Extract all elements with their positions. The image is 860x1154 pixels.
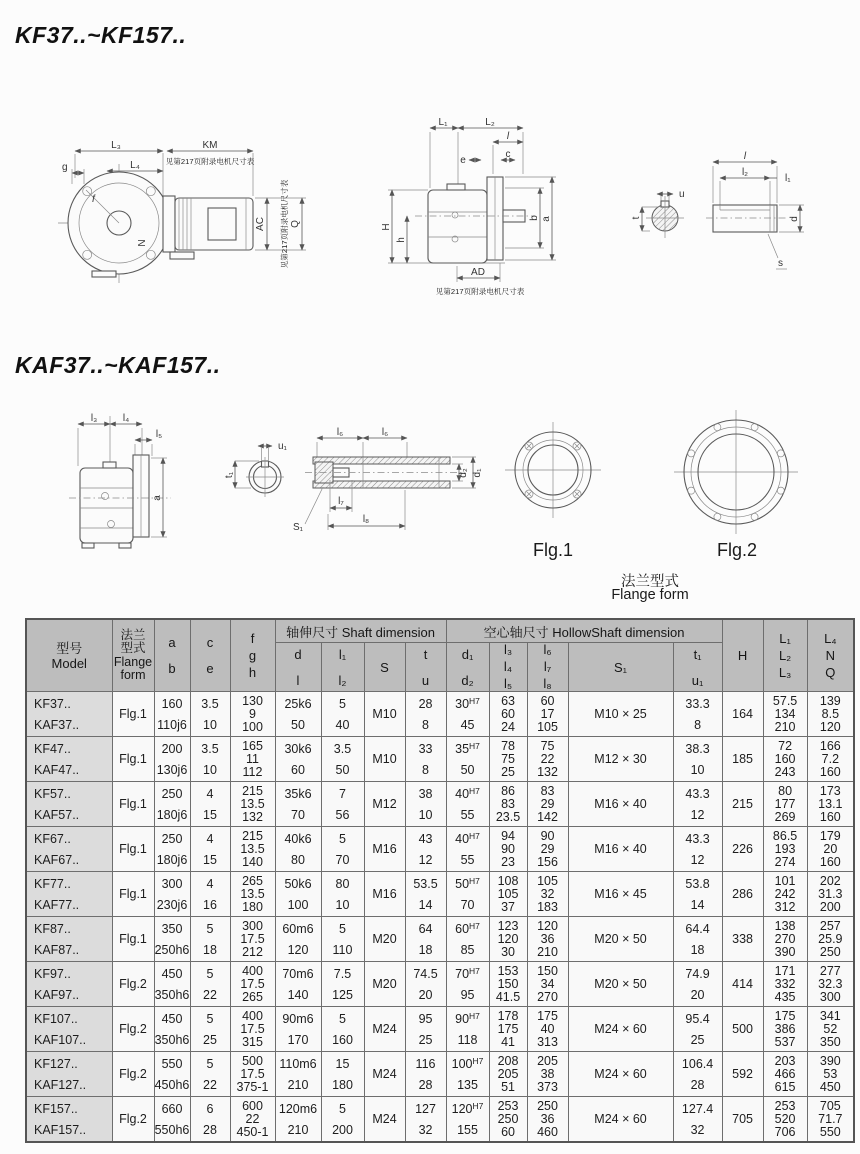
cell-ab: 300 230j6 (154, 872, 190, 917)
cell-dl: 110m6 210 (275, 1052, 321, 1097)
cell-l12: 5 110 (321, 917, 364, 962)
cell-ab: 550 450h6 (154, 1052, 190, 1097)
dim-label-l7: l₇ (338, 496, 344, 507)
cell-model: KF47.. KAF47.. (26, 737, 112, 782)
fig2-label: Flg.2 (716, 540, 758, 560)
dim-label-l4: l₄ (122, 413, 130, 424)
dim-label-AD: AD (471, 267, 485, 278)
col-header-d12: d₁ d₂ (446, 643, 489, 692)
dim-label-H: H (381, 223, 392, 231)
cell-S1: M10 × 25 (568, 692, 673, 737)
cell-l678: 250 36 460 (527, 1097, 568, 1143)
cell-dl: 60m6 120 (275, 917, 321, 962)
cell-l345: 108 105 37 (489, 872, 527, 917)
cell-t1u1: 127.4 32 (673, 1097, 722, 1143)
table-row (26, 1007, 854, 1052)
cell-ce: 5 22 (190, 1052, 230, 1097)
cell-dl: 30k6 60 (275, 737, 321, 782)
cell-S1: M16 × 40 (568, 782, 673, 827)
cell-S1: M16 × 40 (568, 827, 673, 872)
cell-t1u1: 53.8 14 (673, 872, 722, 917)
cell-ab: 200 130j6 (154, 737, 190, 782)
dim-label-L2: L₂ (485, 117, 495, 128)
cell-ce: 5 22 (190, 962, 230, 1007)
cell-t1u1: 64.4 18 (673, 917, 722, 962)
cell-L123: 57.5 134 210 (763, 692, 807, 737)
flange-form-label-cn: 法兰型式 (621, 574, 679, 590)
cell-L4NQ: 139 8.5 120 (807, 692, 854, 737)
cell-S: M24 (364, 1007, 405, 1052)
cell-flange: Flg.1 (112, 917, 154, 962)
dim-label-b: b (529, 215, 540, 221)
drawing-flange-fig2 (672, 408, 800, 536)
cell-l678: 120 36 210 (527, 917, 568, 962)
col-header-L4NQ: L₄ N Q (807, 619, 854, 692)
cell-flange: Flg.1 (112, 692, 154, 737)
cell-tu: 74.5 20 (405, 962, 446, 1007)
cell-l345: 208 205 51 (489, 1052, 527, 1097)
cell-fgh: 215 13.5 132 (230, 782, 275, 827)
dim-label-l8: l₈ (362, 514, 370, 525)
col-header-ce: c e (190, 619, 230, 692)
dim-label-u1: u₁ (278, 441, 287, 452)
col-header-l345: l₃ l₄ l₅ (489, 643, 527, 692)
cell-t1u1: 43.3 12 (673, 782, 722, 827)
drawing-kaf-front-view (55, 410, 235, 558)
motor-note-2: 见第217页附录电机尺寸表 (280, 179, 289, 269)
cell-L123: 86.5 193 274 (763, 827, 807, 872)
dim-label-l6b: l₆ (381, 427, 389, 438)
cell-S: M10 (364, 692, 405, 737)
dim-label-KM: KM (202, 140, 218, 151)
cell-flange: Flg.1 (112, 782, 154, 827)
cell-L4NQ: 341 52 350 (807, 1007, 854, 1052)
cell-d12: $70^{H7}$ 95 (446, 962, 489, 1007)
drawing-kf-front-motor (50, 140, 322, 290)
cell-L123: 138 270 390 (763, 917, 807, 962)
dim-label-t: t (631, 216, 642, 220)
dim-label-l3: l₃ (90, 413, 98, 424)
dim-label-s: s (778, 258, 783, 269)
cell-d12: $30^{H7}$ 45 (446, 692, 489, 737)
dim-label-e: e (460, 155, 466, 166)
cell-H: 414 (722, 962, 763, 1007)
cell-l12: 3.5 50 (321, 737, 364, 782)
dim-label-a: a (541, 216, 552, 222)
cell-l12: 15 180 (321, 1052, 364, 1097)
cell-H: 705 (722, 1097, 763, 1143)
cell-H: 286 (722, 872, 763, 917)
cell-fgh: 165 11 112 (230, 737, 275, 782)
motor-note-1: 见第217页附录电机尺寸表 (165, 157, 255, 166)
cell-L123: 171 332 435 (763, 962, 807, 1007)
col-group-shaft-dimension: 轴伸尺寸 Shaft dimension (275, 619, 446, 643)
cell-S: M24 (364, 1052, 405, 1097)
cell-ab: 450 350h6 (154, 962, 190, 1007)
dimension-table (25, 618, 855, 1143)
cell-ab: 660 550h6 (154, 1097, 190, 1143)
cell-t1u1: 38.3 10 (673, 737, 722, 782)
cell-l678: 105 32 183 (527, 872, 568, 917)
table-row (26, 1052, 854, 1097)
col-header-S: S (364, 643, 405, 692)
cell-l678: 150 34 270 (527, 962, 568, 1007)
cell-L123: 253 520 706 (763, 1097, 807, 1143)
cell-H: 185 (722, 737, 763, 782)
drawing-solid-shaft (630, 150, 822, 280)
dim-label-l6a: l₆ (336, 427, 344, 438)
dim-label-d1: d₁ (472, 468, 483, 478)
cell-ce: 4 15 (190, 827, 230, 872)
cell-H: 215 (722, 782, 763, 827)
cell-L123: 72 160 243 (763, 737, 807, 782)
cell-L4NQ: 390 53 450 (807, 1052, 854, 1097)
cell-l678: 83 29 142 (527, 782, 568, 827)
cell-tu: 28 8 (405, 692, 446, 737)
cell-l345: 123 120 30 (489, 917, 527, 962)
cell-tu: 33 8 (405, 737, 446, 782)
cell-t1u1: 33.3 8 (673, 692, 722, 737)
cell-tu: 95 25 (405, 1007, 446, 1052)
motor-note-3: 见第217页附录电机尺寸表 (435, 287, 525, 296)
dim-label-L4: L₄ (130, 160, 140, 171)
col-header-model: 型号 Model (26, 619, 112, 692)
cell-tu: 127 32 (405, 1097, 446, 1143)
cell-H: 338 (722, 917, 763, 962)
cell-model: KF127.. KAF127.. (26, 1052, 112, 1097)
cell-S1: M20 × 50 (568, 917, 673, 962)
cell-S1: M16 × 45 (568, 872, 673, 917)
cell-l678: 60 17 105 (527, 692, 568, 737)
cell-model: KF37.. KAF37.. (26, 692, 112, 737)
cell-t1u1: 43.3 12 (673, 827, 722, 872)
drawing-hollow-shaft (224, 427, 485, 542)
cell-ce: 3.5 10 (190, 737, 230, 782)
cell-fgh: 300 17.5 212 (230, 917, 275, 962)
cell-l345: 253 250 60 (489, 1097, 527, 1143)
cell-ab: 250 180j6 (154, 827, 190, 872)
col-header-dl: d l (275, 643, 321, 692)
fig1-label: Flg.1 (532, 540, 574, 560)
cell-tu: 38 10 (405, 782, 446, 827)
cell-dl: 35k6 70 (275, 782, 321, 827)
cell-ab: 160 110j6 (154, 692, 190, 737)
cell-tu: 43 12 (405, 827, 446, 872)
cell-ce: 4 16 (190, 872, 230, 917)
cell-fgh: 400 17.5 265 (230, 962, 275, 1007)
cell-L4NQ: 166 7.2 160 (807, 737, 854, 782)
cell-t1u1: 106.4 28 (673, 1052, 722, 1097)
cell-L4NQ: 277 32.3 300 (807, 962, 854, 1007)
cell-dl: 120m6 210 (275, 1097, 321, 1143)
cell-ab: 250 180j6 (154, 782, 190, 827)
col-header-l678: l₆ l₇ l₈ (527, 643, 568, 692)
table-row (26, 692, 854, 737)
cell-flange: Flg.1 (112, 737, 154, 782)
cell-l12: 5 70 (321, 827, 364, 872)
cell-flange: Flg.2 (112, 1097, 154, 1143)
cell-L123: 203 466 615 (763, 1052, 807, 1097)
dim-label-d: d (789, 216, 800, 222)
cell-ab: 350 250h6 (154, 917, 190, 962)
col-header-ab: a b (154, 619, 190, 692)
col-header-flange: 法兰 型式 Flange form (112, 619, 154, 692)
cell-d12: $60^{H7}$ 85 (446, 917, 489, 962)
cell-d12: $90^{H7}$ 118 (446, 1007, 489, 1052)
cell-ce: 5 18 (190, 917, 230, 962)
dim-label-Q: Q (290, 220, 301, 228)
cell-dl: 70m6 140 (275, 962, 321, 1007)
cell-H: 226 (722, 827, 763, 872)
dim-label-l: l (506, 131, 510, 142)
cell-S: M12 (364, 782, 405, 827)
cell-dl: 90m6 170 (275, 1007, 321, 1052)
dim-label-L3: L₃ (111, 140, 121, 151)
table-row (26, 962, 854, 1007)
dim-label-l-shaft: l (743, 151, 747, 162)
cell-d12: $35^{H7}$ 50 (446, 737, 489, 782)
drawing-flange-fig1 (505, 420, 605, 520)
cell-l12: 80 10 (321, 872, 364, 917)
cell-l345: 178 175 41 (489, 1007, 527, 1052)
cell-dl: 40k6 80 (275, 827, 321, 872)
section-title-kaf: KAF37..~KAF157.. (15, 352, 221, 378)
cell-fgh: 500 17.5 375-1 (230, 1052, 275, 1097)
cell-fgh: 215 13.5 140 (230, 827, 275, 872)
cell-l678: 205 38 373 (527, 1052, 568, 1097)
cell-model: KF67.. KAF67.. (26, 827, 112, 872)
cell-L123: 80 177 269 (763, 782, 807, 827)
dim-label-l1: l₁ (785, 173, 791, 184)
cell-S1: M12 × 30 (568, 737, 673, 782)
cell-S1: M24 × 60 (568, 1052, 673, 1097)
cell-S: M16 (364, 872, 405, 917)
cell-H: 164 (722, 692, 763, 737)
cell-L4NQ: 257 25.9 250 (807, 917, 854, 962)
cell-l12: 5 40 (321, 692, 364, 737)
cell-l345: 63 60 24 (489, 692, 527, 737)
col-header-H: H (722, 619, 763, 692)
cell-tu: 116 28 (405, 1052, 446, 1097)
cell-d12: $100^{H7}$ 135 (446, 1052, 489, 1097)
cell-l345: 94 90 23 (489, 827, 527, 872)
cell-l678: 175 40 313 (527, 1007, 568, 1052)
cell-ce: 3.5 10 (190, 692, 230, 737)
dim-label-l5: l₅ (155, 429, 163, 440)
cell-d12: $120^{H7}$ 155 (446, 1097, 489, 1143)
col-header-S1: S₁ (568, 643, 673, 692)
table-row (26, 1097, 854, 1143)
cell-dl: 50k6 100 (275, 872, 321, 917)
col-group-hollowshaft-dimension: 空心轴尺寸 HollowShaft dimension (446, 619, 722, 643)
cell-tu: 64 18 (405, 917, 446, 962)
cell-model: KF107.. KAF107.. (26, 1007, 112, 1052)
cell-flange: Flg.2 (112, 1007, 154, 1052)
cell-S: M24 (364, 1097, 405, 1143)
cell-fgh: 265 13.5 180 (230, 872, 275, 917)
cell-fgh: 600 22 450-1 (230, 1097, 275, 1143)
cell-l678: 90 29 156 (527, 827, 568, 872)
dim-label-N: N (137, 239, 148, 247)
cell-L4NQ: 179 20 160 (807, 827, 854, 872)
cell-S: M20 (364, 917, 405, 962)
cell-flange: Flg.1 (112, 872, 154, 917)
cell-l345: 78 75 25 (489, 737, 527, 782)
cell-S: M16 (364, 827, 405, 872)
dim-label-S1: S₁ (293, 522, 304, 533)
cell-fgh: 400 17.5 315 (230, 1007, 275, 1052)
cell-d12: $50^{H7}$ 70 (446, 872, 489, 917)
cell-S1: M24 × 60 (568, 1007, 673, 1052)
cell-model: KF77.. KAF77.. (26, 872, 112, 917)
col-header-fgh: f g h (230, 619, 275, 692)
cell-model: KF157.. KAF157.. (26, 1097, 112, 1143)
dimension-table-container (25, 618, 855, 1143)
dim-label-f: f (92, 194, 95, 205)
cell-model: KF97.. KAF97.. (26, 962, 112, 1007)
dim-label-AC: AC (255, 217, 266, 231)
cell-L123: 101 242 312 (763, 872, 807, 917)
cell-L4NQ: 173 13.1 160 (807, 782, 854, 827)
col-header-L123: L₁ L₂ L₃ (763, 619, 807, 692)
section-title-kf: KF37..~KF157.. (15, 22, 187, 48)
dim-label-c: c (505, 149, 511, 160)
cell-l12: 5 200 (321, 1097, 364, 1143)
dim-label-d2: d₂ (458, 468, 469, 478)
drawing-kf-side-view (381, 117, 560, 310)
cell-d12: $40^{H7}$ 55 (446, 782, 489, 827)
cell-l345: 86 83 23.5 (489, 782, 527, 827)
cell-flange: Flg.1 (112, 827, 154, 872)
dim-label-h: h (396, 237, 407, 243)
dim-label-u: u (679, 189, 685, 200)
cell-S1: M20 × 50 (568, 962, 673, 1007)
cell-H: 592 (722, 1052, 763, 1097)
cell-flange: Flg.2 (112, 962, 154, 1007)
dim-label-l2: l₂ (741, 167, 749, 178)
cell-l12: 7.5 125 (321, 962, 364, 1007)
cell-dl: 25k6 50 (275, 692, 321, 737)
dim-label-t1: t₁ (224, 471, 235, 479)
cell-S: M10 (364, 737, 405, 782)
flange-form-label-en: Flange form (611, 587, 689, 603)
cell-model: KF57.. KAF57.. (26, 782, 112, 827)
cell-ce: 5 25 (190, 1007, 230, 1052)
cell-l12: 5 160 (321, 1007, 364, 1052)
cell-model: KF87.. KAF87.. (26, 917, 112, 962)
table-row (26, 872, 854, 917)
cell-d12: $40^{H7}$ 55 (446, 827, 489, 872)
cell-t1u1: 74.9 20 (673, 962, 722, 1007)
table-row (26, 827, 854, 872)
table-row (26, 782, 854, 827)
cell-S1: M24 × 60 (568, 1097, 673, 1143)
table-row (26, 917, 854, 962)
table-row (26, 737, 854, 782)
cell-l678: 75 22 132 (527, 737, 568, 782)
dim-label-a-kaf: a (152, 495, 163, 501)
cell-H: 500 (722, 1007, 763, 1052)
col-header-l12: l₁ l₂ (321, 643, 364, 692)
col-header-tu: t u (405, 643, 446, 692)
cell-ce: 6 28 (190, 1097, 230, 1143)
dim-label-L1: L₁ (438, 117, 448, 128)
cell-L4NQ: 705 71.7 550 (807, 1097, 854, 1143)
cell-flange: Flg.2 (112, 1052, 154, 1097)
cell-L4NQ: 202 31.3 200 (807, 872, 854, 917)
dim-label-g: g (62, 162, 68, 173)
cell-tu: 53.5 14 (405, 872, 446, 917)
col-header-t1u1: t₁ u₁ (673, 643, 722, 692)
cell-l345: 153 150 41.5 (489, 962, 527, 1007)
cell-l12: 7 56 (321, 782, 364, 827)
cell-ce: 4 15 (190, 782, 230, 827)
cell-S: M20 (364, 962, 405, 1007)
cell-fgh: 130 9 100 (230, 692, 275, 737)
cell-ab: 450 350h6 (154, 1007, 190, 1052)
cell-L123: 175 386 537 (763, 1007, 807, 1052)
cell-t1u1: 95.4 25 (673, 1007, 722, 1052)
